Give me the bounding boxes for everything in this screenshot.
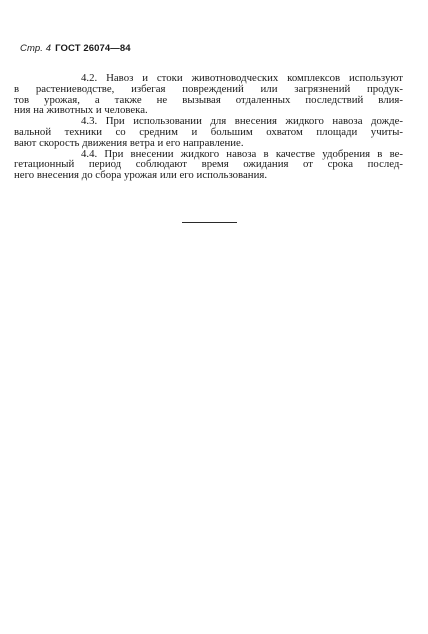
paragraph-4-3-line-1: 4.3. При использовании для внесения жидкого навоза дожде- xyxy=(81,115,403,128)
paragraph-4-3-line-2: вальной техники со средним и большим охватом площади учиты- xyxy=(14,125,403,138)
paragraph-4-4-line-3: него внесения до сбора урожая или его использования. xyxy=(14,169,268,182)
page-header xyxy=(20,43,131,54)
paragraph-4-2-line-4: ния на животных и человека. xyxy=(14,104,148,117)
document-body xyxy=(14,72,403,182)
paragraph-4-2-line-1: 4.2. Навоз и стоки животноводческих комплексов используют xyxy=(81,72,403,84)
paragraph-4-3-line-3: вают скорость движения ветра и его направление. xyxy=(14,136,244,149)
page-number: Стр. 4 xyxy=(20,43,52,54)
end-divider xyxy=(182,222,237,223)
paragraph-4-2-line-2: в растениеводстве, избегая повреждений или загрязнений продук- xyxy=(14,82,403,95)
paragraph-4-2-line-3: тов урожая, а также не вызывая отдаленных последствий влия- xyxy=(14,93,403,106)
paragraph-4-4-line-2: гетационный период соблюдают время ожидания от срока послед- xyxy=(14,158,403,171)
paragraph-4-4-line-1: 4.4. При внесении жидкого навоза в качестве удобрения в ве- xyxy=(81,147,403,160)
standard-number: ГОСТ 26074—84 xyxy=(55,43,131,54)
